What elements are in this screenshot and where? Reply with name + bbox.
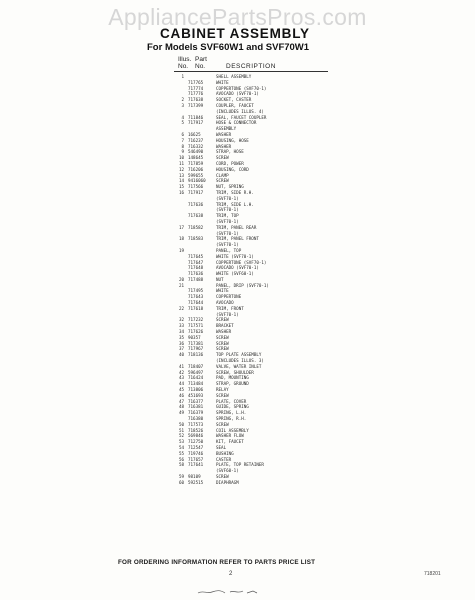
illus-number: 10 — [178, 155, 184, 161]
part-number: 718407 — [188, 363, 204, 369]
part-number: 718583 — [188, 236, 204, 242]
part-description: WASHER — [216, 131, 232, 137]
illus-number: 52 — [178, 433, 184, 439]
part-description: BUSHING — [216, 450, 234, 456]
part-number: 717638 — [188, 97, 204, 103]
part-number: 717381 — [188, 340, 204, 346]
part-description: NUT — [216, 276, 224, 282]
illus-number: 35 — [178, 334, 184, 340]
header-illus-no: No. — [178, 63, 189, 70]
part-description: SCREW — [216, 346, 229, 352]
part-number: 546490 — [188, 149, 204, 155]
part-number: 451693 — [188, 392, 204, 398]
illus-number: 4 — [181, 114, 184, 120]
part-description: TRIM, PANEL FRONT — [216, 236, 259, 242]
illus-number: 58 — [178, 462, 184, 468]
part-description: SPRING, L.H. — [216, 410, 247, 416]
illus-number: 32 — [178, 317, 184, 323]
part-number: 717571 — [188, 323, 204, 329]
page-title: CABINET ASSEMBLY — [160, 26, 310, 41]
part-description: SCREW, SHOULDER — [216, 369, 254, 375]
part-description: COIL ASSEMBLY — [216, 427, 249, 433]
illus-number: 3 — [181, 102, 184, 108]
table-row — [174, 480, 334, 486]
part-description: PLATE, COVER — [216, 398, 247, 404]
illus-number: 9 — [181, 149, 184, 155]
header-description: DESCRIPTION — [226, 63, 276, 70]
part-number: 713484 — [188, 381, 204, 387]
part-number: 717657 — [188, 456, 204, 462]
part-number: 717648 — [188, 265, 204, 271]
part-number: 717626 — [188, 329, 204, 335]
part-description: COPPERTONE (SVF70-1) — [216, 259, 267, 265]
illus-number: 5 — [181, 120, 184, 126]
part-description: SCREW — [216, 334, 229, 340]
part-description: (SVF70-1) — [216, 242, 239, 248]
part-description: SOCKET, CASTER — [216, 97, 252, 103]
part-description: SCREW — [216, 473, 229, 479]
part-description: TRIM, FRONT — [216, 305, 244, 311]
part-description: (SVF70-1) — [216, 311, 239, 317]
part-description: AVOCADO (SVF70-1) — [216, 91, 259, 97]
header-part-no: No. — [195, 63, 206, 70]
part-description: DIAPHRAGM — [216, 479, 239, 485]
part-number: 599655 — [188, 172, 204, 178]
part-number: 712750 — [188, 439, 204, 445]
part-number: 717566 — [188, 184, 204, 190]
part-description: HOSE & CONNECTOR — [216, 120, 257, 126]
illus-number: 59 — [178, 473, 184, 479]
part-description: SCREW — [216, 392, 229, 398]
part-description: SEAL, FAUCET COUPLER — [216, 114, 267, 120]
part-description: PLATE, TOP RETAINER — [216, 462, 264, 468]
part-description: COPPERTONE (SVF70-1) — [216, 85, 267, 91]
parts-table — [174, 74, 334, 486]
illus-number: 16 — [178, 189, 184, 195]
part-description: WASHER FLOW — [216, 433, 244, 439]
part-number: 719746 — [188, 450, 204, 456]
part-description: TRIM, SIDE R.H. — [216, 189, 254, 195]
illus-number: 12 — [178, 166, 184, 172]
part-description: ASSEMBLY — [216, 126, 237, 132]
illus-number: 37 — [178, 346, 184, 352]
part-number: 718136 — [188, 352, 204, 358]
part-description: RELAY — [216, 387, 229, 393]
part-description: BRACKET — [216, 323, 234, 329]
part-number: 717917 — [188, 120, 204, 126]
part-description: (SVF70-1) — [216, 207, 239, 213]
part-description: (INCLUDES ILLUS. 3) — [216, 358, 264, 364]
part-number: 717647 — [188, 259, 204, 265]
illus-number: 18 — [178, 236, 184, 242]
watermark: AppliancePartsPros.com — [108, 4, 367, 30]
part-description: GUIDE, SPRING — [216, 404, 249, 410]
part-description: CORD, POWER — [216, 160, 244, 166]
part-number: 717488 — [188, 276, 204, 282]
part-number: 717774 — [188, 85, 204, 91]
part-number: 717232 — [188, 317, 204, 323]
illus-number: 34 — [178, 329, 184, 335]
part-description: SHELL ASSEMBLY — [216, 74, 252, 79]
part-description: WHITE (SVF60-1) — [216, 271, 254, 277]
part-description: (INCLUDES ILLUS. 4) — [216, 108, 264, 114]
part-number: 9416060 — [188, 178, 206, 184]
part-description: (SVF60-1) — [216, 468, 239, 474]
part-number: 716377 — [188, 398, 204, 404]
part-description: STRAP, GROUND — [216, 381, 249, 387]
part-description: AVOCADO — [216, 300, 234, 306]
illus-number: 51 — [178, 427, 184, 433]
part-number: 717573 — [188, 421, 204, 427]
ordering-note: FOR ORDERING INFORMATION REFER TO PARTS PRICE LIST — [118, 559, 316, 566]
illus-number: 7 — [181, 137, 184, 143]
part-number: 716380 — [188, 416, 204, 422]
part-number: 717636 — [188, 271, 204, 277]
part-number: 713806 — [188, 387, 204, 393]
part-description: (SVF70-1) — [216, 195, 239, 201]
part-description: SCREW — [216, 421, 229, 427]
part-number: 716237 — [188, 137, 204, 143]
part-description: SCREW — [216, 317, 229, 323]
part-number: 717638 — [188, 213, 204, 219]
illus-number: 48 — [178, 404, 184, 410]
illus-number: 49 — [178, 410, 184, 416]
part-number: 717917 — [188, 189, 204, 195]
part-description: WHITE (SVF70-1) — [216, 253, 254, 259]
illus-number: 36 — [178, 340, 184, 346]
part-description: SEAL — [216, 445, 227, 450]
illus-number: 45 — [178, 387, 184, 393]
part-description: KIT, FAUCET — [216, 439, 244, 445]
illus-number: 13 — [178, 172, 184, 178]
part-number: 717399 — [188, 102, 204, 108]
part-description: COUPLER, FAUCET — [216, 102, 254, 108]
illus-number: 21 — [178, 282, 184, 288]
header-rule — [174, 71, 328, 72]
part-description: SCREW — [216, 340, 229, 346]
illus-number: 33 — [178, 323, 184, 329]
part-number: 148645 — [188, 155, 204, 161]
illus-number: 43 — [178, 375, 184, 381]
illus-number: 53 — [178, 439, 184, 445]
part-number: 569846 — [188, 433, 204, 439]
part-number: 716206 — [188, 166, 204, 172]
part-description: SPRING, R.H. — [216, 416, 247, 422]
part-description: WASHER — [216, 329, 232, 335]
illus-number: 1 — [181, 74, 184, 79]
header-part: Part — [195, 56, 207, 63]
part-number: 718582 — [188, 224, 204, 230]
part-description: (SVF70-1) — [216, 218, 239, 224]
handwritten-mark — [197, 589, 259, 595]
part-description: HOUSING, HOSE — [216, 137, 249, 143]
part-number: 718526 — [188, 427, 204, 433]
page-number: 2 — [229, 571, 233, 577]
part-number: 717765 — [188, 79, 204, 85]
part-description: STRAP, HOSE — [216, 149, 244, 155]
part-number: 711846 — [188, 114, 204, 120]
part-number: 716379 — [188, 410, 204, 416]
part-description: CASTER — [216, 456, 232, 462]
part-number: 717645 — [188, 253, 204, 259]
document-code: 718201 — [424, 571, 441, 577]
illus-number: 6 — [181, 131, 184, 137]
part-number: 716332 — [188, 143, 204, 149]
illus-number: 20 — [178, 276, 184, 282]
part-number: 596497 — [188, 369, 204, 375]
illus-number: 56 — [178, 456, 184, 462]
part-description: TRIM, SIDE L.H. — [216, 201, 254, 207]
part-number: 717859 — [188, 160, 204, 166]
part-description: (SVF70-1) — [216, 230, 239, 236]
part-description: NUT, SPRING — [216, 184, 244, 190]
illus-number: 46 — [178, 392, 184, 398]
illus-number: 54 — [178, 445, 184, 450]
part-description: PAD, MOUNTING — [216, 375, 249, 381]
part-description: SCREW — [216, 178, 229, 184]
illus-number: 60 — [178, 479, 184, 485]
part-description: SCREW — [216, 155, 229, 161]
part-number: 717641 — [188, 462, 204, 468]
part-description: HOUSING, CORD — [216, 166, 249, 172]
part-number: 717643 — [188, 294, 204, 300]
illus-number: 11 — [178, 160, 184, 166]
illus-number: 55 — [178, 450, 184, 456]
part-description: VALVE, WATER INLET — [216, 363, 262, 369]
part-number: 717776 — [188, 91, 204, 97]
part-description: COPPERTONE — [216, 294, 242, 300]
illus-number: 47 — [178, 398, 184, 404]
part-number: 98109 — [188, 473, 201, 479]
illus-number: 44 — [178, 381, 184, 387]
illus-number: 22 — [178, 305, 184, 311]
illus-number: 2 — [181, 97, 184, 103]
part-description: CLAMP — [216, 172, 229, 178]
illus-number: 8 — [181, 143, 184, 149]
part-description: WHITE — [216, 288, 229, 294]
illus-number: 40 — [178, 352, 184, 358]
part-number: 717618 — [188, 305, 204, 311]
part-description: PANEL, DRIP (SVF70-1) — [216, 282, 269, 288]
part-number: 716424 — [188, 375, 204, 381]
part-number: 90357 — [188, 334, 201, 340]
part-description: AVOCADO (SVF70-1) — [216, 265, 259, 271]
part-description: PANEL, TOP — [216, 247, 242, 253]
illus-number: 17 — [178, 224, 184, 230]
illus-number: 50 — [178, 421, 184, 427]
part-number: 16625 — [188, 131, 201, 137]
part-description: TRIM, PANEL REAR — [216, 224, 257, 230]
part-number: 717636 — [188, 201, 204, 207]
part-number: 716381 — [188, 404, 204, 410]
page-subtitle: For Models SVF60W1 and SVF70W1 — [147, 42, 310, 53]
part-number: 717495 — [188, 288, 204, 294]
header-illus: Illus. — [178, 56, 192, 63]
part-description: TRIM, TOP — [216, 213, 239, 219]
illus-number: 41 — [178, 363, 184, 369]
illus-number: 14 — [178, 178, 184, 184]
illus-number: 15 — [178, 184, 184, 190]
illus-number: 19 — [178, 247, 184, 253]
part-number: 592515 — [188, 479, 204, 485]
illus-number: 42 — [178, 369, 184, 375]
part-description: TOP PLATE ASSEMBLY — [216, 352, 262, 358]
part-number: 717967 — [188, 346, 204, 352]
part-number: 717644 — [188, 300, 204, 306]
part-number: 712547 — [188, 445, 204, 450]
part-description: WASHER — [216, 143, 232, 149]
part-description: WHITE — [216, 79, 229, 85]
